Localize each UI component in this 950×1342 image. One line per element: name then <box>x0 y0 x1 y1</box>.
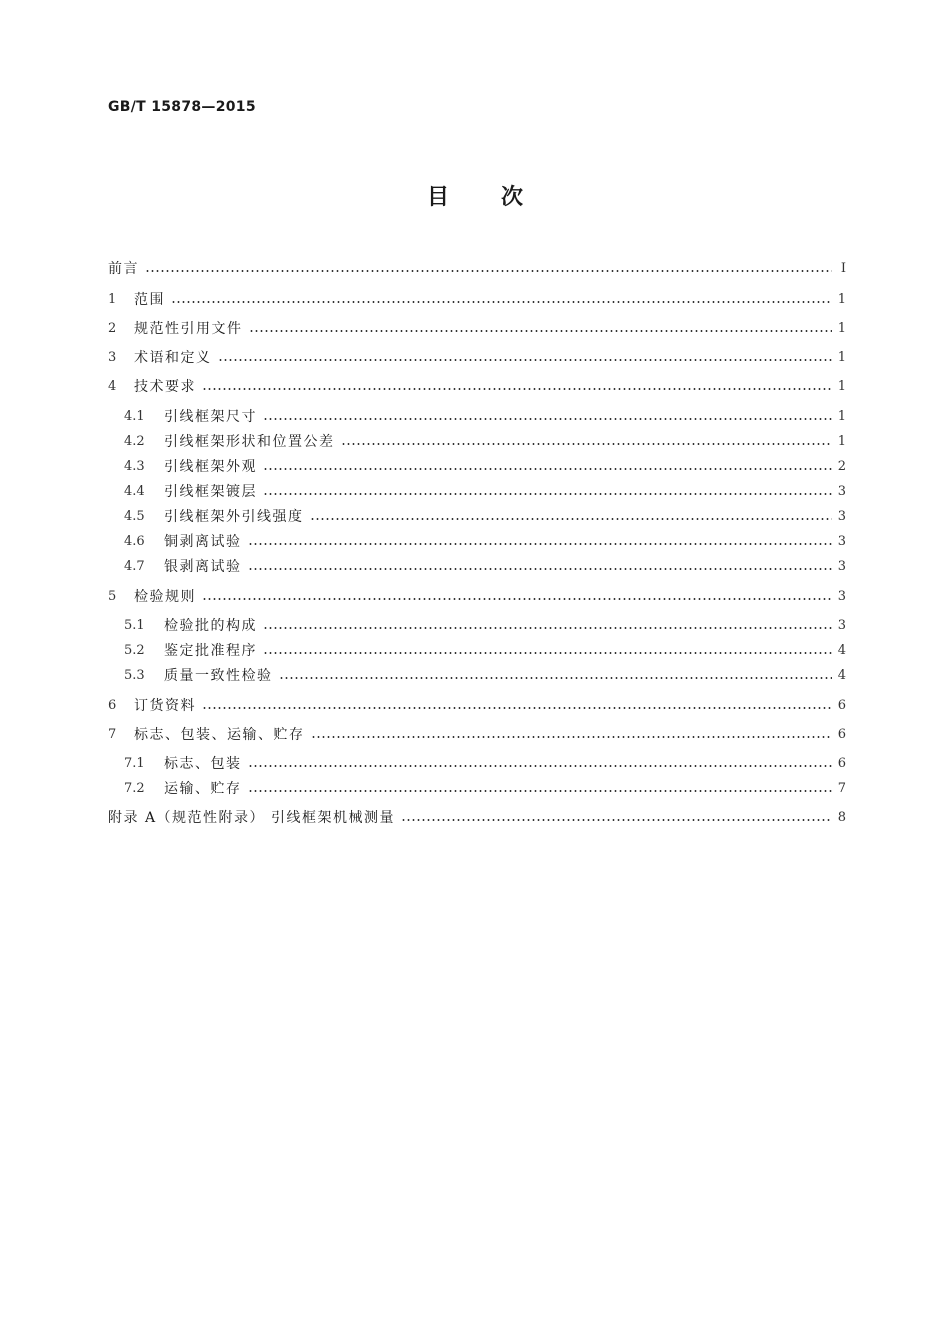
toc-entry-label: 附录 A（规范性附录） 引线框架机械测量 <box>108 810 396 826</box>
dot-leader <box>248 543 832 545</box>
toc-entry-number: 4.5 <box>124 508 145 524</box>
toc-entry-number: 4.2 <box>124 433 145 449</box>
toc-entry-page-number: 1 <box>837 408 846 424</box>
toc-entry-label: 引线框架镀层 <box>164 484 257 500</box>
toc-entry-number: 4 <box>108 378 117 394</box>
toc-entry-label: 术语和定义 <box>134 350 212 366</box>
toc-entry[interactable] <box>124 529 846 553</box>
toc-entry[interactable] <box>124 663 846 687</box>
toc-entry-label: 技术要求 <box>134 379 196 395</box>
dot-leader <box>279 677 832 679</box>
toc-entry-number: 3 <box>108 349 117 365</box>
toc-entry-number: 4.7 <box>124 558 145 574</box>
toc-entry-page-number: 3 <box>837 617 846 633</box>
toc-entry[interactable] <box>124 454 846 478</box>
toc-entry[interactable] <box>108 345 846 369</box>
toc-entry-label: 检验规则 <box>134 589 196 605</box>
dot-leader <box>263 627 832 629</box>
toc-entry-label: 引线框架尺寸 <box>164 409 257 425</box>
dot-leader <box>263 493 832 495</box>
toc-entry-number: 2 <box>108 320 117 336</box>
dot-leader <box>311 736 832 738</box>
toc-entry-page-number: 6 <box>837 697 846 713</box>
dot-leader <box>218 359 832 361</box>
toc-entry[interactable] <box>108 722 846 746</box>
toc-title-char-2: 次 <box>501 185 524 210</box>
toc-entry-page-number: 7 <box>837 780 846 796</box>
toc-entry-page-number: 1 <box>837 378 846 394</box>
toc-entry-page-number: 6 <box>837 726 846 742</box>
dot-leader <box>263 652 832 654</box>
toc-entry-number: 5.3 <box>124 667 145 683</box>
toc-entry[interactable] <box>124 776 846 800</box>
toc-entry-page-number: 3 <box>837 483 846 499</box>
dot-leader <box>263 468 832 470</box>
toc-entry-label: 银剥离试验 <box>164 559 242 575</box>
dot-leader <box>202 598 832 600</box>
dot-leader <box>249 330 832 332</box>
toc-entry-number: 5.2 <box>124 642 145 658</box>
toc-entry[interactable] <box>108 374 846 398</box>
toc-entry[interactable] <box>108 256 846 280</box>
toc-title-char-1: 目 <box>426 185 449 210</box>
toc-entry-page-number: 1 <box>837 433 846 449</box>
dot-leader <box>341 443 832 445</box>
toc-entry-page-number: 3 <box>837 558 846 574</box>
toc-entry-page-number: 1 <box>837 349 846 365</box>
toc-entry-number: 5.1 <box>124 617 145 633</box>
standard-code: GB/T 15878—2015 <box>108 99 256 115</box>
toc-entry-page-number: 8 <box>837 809 846 825</box>
toc-entry-page-number: 4 <box>837 667 846 683</box>
toc-entry-label: 范围 <box>134 292 165 308</box>
toc-entry[interactable] <box>124 638 846 662</box>
toc-entry[interactable] <box>124 554 846 578</box>
toc-entry-label: 引线框架形状和位置公差 <box>164 434 335 450</box>
dot-leader <box>202 707 832 709</box>
toc-title <box>0 180 950 211</box>
toc-entry[interactable] <box>124 613 846 637</box>
toc-entry-number: 4.1 <box>124 408 145 424</box>
toc-entry-page-number: 3 <box>837 533 846 549</box>
toc-entry-label: 铜剥离试验 <box>164 534 242 550</box>
dot-leader <box>248 568 832 570</box>
toc-entry-label: 鉴定批准程序 <box>164 643 257 659</box>
toc-entry-label: 引线框架外引线强度 <box>164 509 304 525</box>
toc-entry-page-number: 3 <box>837 588 846 604</box>
dot-leader <box>248 765 832 767</box>
toc-entry[interactable] <box>124 429 846 453</box>
toc-entry[interactable] <box>108 316 846 340</box>
toc-entry-number: 5 <box>108 588 117 604</box>
toc-entry-number: 1 <box>108 291 117 307</box>
toc-entry-number: 7 <box>108 726 117 742</box>
toc-entry[interactable] <box>124 479 846 503</box>
dot-leader <box>310 518 832 520</box>
toc-entry-label: 质量一致性检验 <box>164 668 273 684</box>
toc-entry-page-number: 6 <box>837 755 846 771</box>
dot-leader <box>171 301 832 303</box>
toc-entry-page-number: 1 <box>837 291 846 307</box>
toc-entry[interactable] <box>124 751 846 775</box>
toc-entry-number: 4.4 <box>124 483 145 499</box>
dot-leader <box>401 819 832 821</box>
toc-entry-number: 6 <box>108 697 117 713</box>
toc-entry-number: 7.2 <box>124 780 145 796</box>
toc-entry-page-number: Ⅰ <box>840 260 846 276</box>
toc-entry-label: 检验批的构成 <box>164 618 257 634</box>
toc-entry[interactable] <box>108 584 846 608</box>
toc-entry-page-number: 3 <box>837 508 846 524</box>
toc-entry-number: 4.3 <box>124 458 145 474</box>
toc-entry-label: 订货资料 <box>134 698 196 714</box>
dot-leader <box>145 270 832 272</box>
dot-leader <box>248 790 832 792</box>
toc-entry-label: 标志、包装、运输、贮存 <box>134 727 305 743</box>
toc-entry[interactable] <box>108 693 846 717</box>
toc-entry-label: 前言 <box>108 261 139 277</box>
toc-entry-label: 引线框架外观 <box>164 459 257 475</box>
toc-entry-number: 7.1 <box>124 755 145 771</box>
toc-entry-number: 4.6 <box>124 533 145 549</box>
toc-entry-page-number: 2 <box>837 458 846 474</box>
toc-entry-page-number: 4 <box>837 642 846 658</box>
toc-entry-label: 运输、贮存 <box>164 781 242 797</box>
toc-entry-label: 标志、包装 <box>164 756 242 772</box>
toc-entry[interactable] <box>124 404 846 428</box>
dot-leader <box>202 388 832 390</box>
toc-entry-label: 规范性引用文件 <box>134 321 243 337</box>
toc-entry[interactable] <box>124 504 846 528</box>
toc-entry[interactable] <box>108 805 846 829</box>
toc-entry-page-number: 1 <box>837 320 846 336</box>
dot-leader <box>263 418 832 420</box>
toc-entry[interactable] <box>108 287 846 311</box>
